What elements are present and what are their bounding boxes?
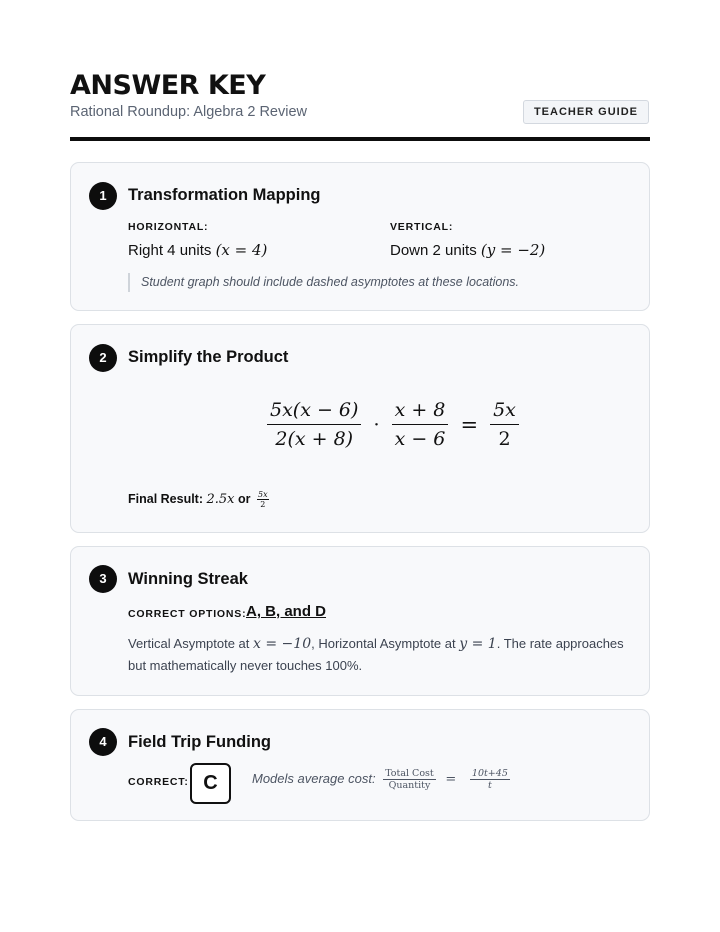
cost-ratio-numerator: Total Cost xyxy=(385,768,434,779)
final-result-label: Final Result: xyxy=(128,491,204,506)
vertical-text: Down 2 units xyxy=(390,242,477,259)
explanation-text-1: Vertical Asymptote at xyxy=(128,636,250,651)
question-card-2 xyxy=(70,324,650,533)
header-divider xyxy=(70,137,650,141)
equals-operator: = xyxy=(460,412,479,437)
first-numerator: 5x(x − 6) xyxy=(267,399,361,425)
final-result-decimal: 2.5x xyxy=(206,491,235,507)
horizontal-asymptote-math: y = 1 xyxy=(459,636,497,652)
second-fraction xyxy=(392,399,449,450)
page-subtitle: Rational Roundup: Algebra 2 Review xyxy=(70,104,307,120)
horizontal-math: (x = 4) xyxy=(215,241,268,259)
horizontal-label: HORIZONTAL: xyxy=(128,221,209,233)
question-title: Winning Streak xyxy=(128,570,248,588)
page-header xyxy=(70,0,650,142)
horizontal-answer xyxy=(128,241,267,259)
question-number-badge: 2 xyxy=(89,344,117,372)
second-denominator: x − 6 xyxy=(394,428,446,450)
times-operator: · xyxy=(373,413,380,436)
answer-key-page xyxy=(70,0,650,794)
question-number-badge: 4 xyxy=(89,728,117,756)
question-card-1 xyxy=(70,162,650,311)
correct-label: CORRECT: xyxy=(128,776,189,788)
graph-note: Student graph should include dashed asymptotes at these locations. xyxy=(128,273,519,292)
teacher-guide-badge: TEACHER GUIDE xyxy=(523,100,649,124)
final-fraction-numerator: 5x xyxy=(257,490,268,499)
vertical-label: VERTICAL: xyxy=(390,221,454,233)
question-number-badge: 3 xyxy=(89,565,117,593)
final-result xyxy=(128,490,269,509)
explanation-text-3: . The rate approaches but mathematically never touches 100%. xyxy=(128,636,624,673)
question-title: Field Trip Funding xyxy=(128,733,271,751)
final-result-fraction xyxy=(257,490,269,509)
asymptote-explanation xyxy=(128,633,633,677)
question-card-4 xyxy=(70,709,650,821)
correct-options-label: CORRECT OPTIONS: xyxy=(128,608,247,620)
question-number-badge: 1 xyxy=(89,182,117,210)
average-cost-model xyxy=(252,768,510,791)
final-fraction-denominator: 2 xyxy=(260,500,266,509)
explanation-text-2: , Horizontal Asymptote at xyxy=(311,636,456,651)
model-equals: = xyxy=(445,772,457,787)
cost-ratio-fraction xyxy=(383,768,436,791)
vertical-math: (y = −2) xyxy=(480,241,546,259)
cost-function-denominator: t xyxy=(487,780,492,791)
page-title: ANSWER KEY xyxy=(70,70,266,101)
product-equation xyxy=(267,399,519,450)
horizontal-text: Right 4 units xyxy=(128,242,212,259)
question-card-3 xyxy=(70,546,650,696)
correct-options-value: A, B, and D xyxy=(246,603,327,620)
result-numerator: 5x xyxy=(490,399,519,425)
final-result-or: or xyxy=(238,491,251,506)
cost-function-fraction xyxy=(470,768,510,791)
second-numerator: x + 8 xyxy=(392,399,449,425)
result-denominator: 2 xyxy=(498,428,511,450)
vertical-asymptote-math: x = −10 xyxy=(253,636,312,652)
cost-ratio-denominator: Quantity xyxy=(388,780,431,791)
question-title: Simplify the Product xyxy=(128,348,289,366)
first-denominator: 2(x + 8) xyxy=(275,428,354,450)
result-fraction xyxy=(490,399,519,450)
cost-function-numerator: 10t+45 xyxy=(471,768,508,779)
correct-answer-box: C xyxy=(190,763,231,804)
model-text: Models average cost: xyxy=(252,770,376,786)
question-title: Transformation Mapping xyxy=(128,186,321,204)
vertical-answer xyxy=(390,241,545,259)
first-fraction xyxy=(267,399,361,450)
